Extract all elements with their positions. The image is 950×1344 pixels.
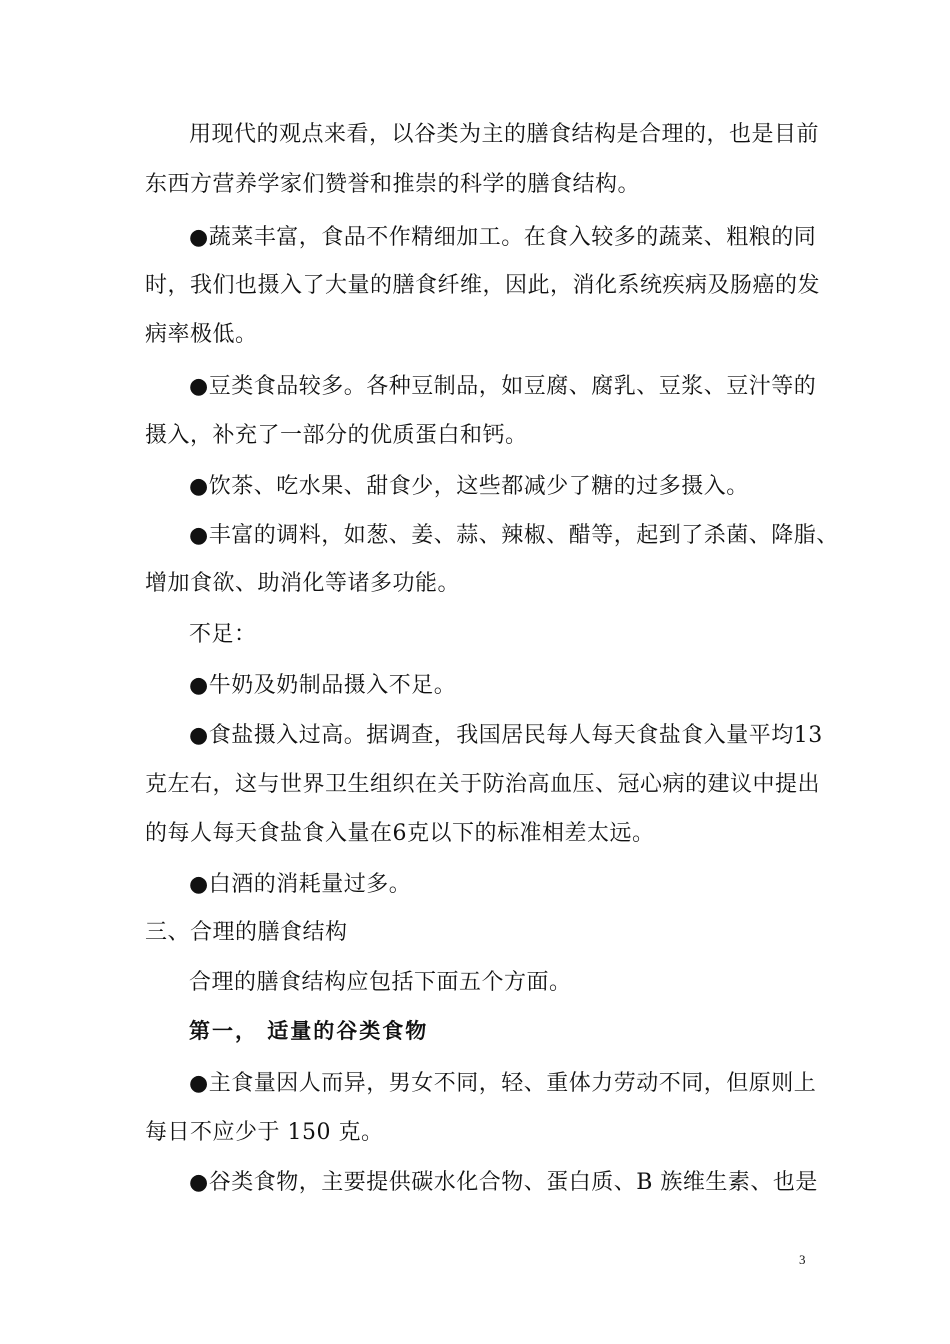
paragraph-line: 用现代的观点来看，以谷类为主的膳食结构是合理的，也是目前: [189, 122, 820, 147]
paragraph-line: 东西方营养学家们赞誉和推崇的科学的膳食结构。: [145, 172, 641, 197]
paragraph-line: 增加食欲、助消化等诸多功能。: [145, 571, 461, 596]
bullet-item-vegetables: ●蔬菜丰富，食品不作精细加工。在食入较多的蔬菜、粗粮的同: [189, 225, 817, 250]
bullet-item-beans: ●豆类食品较多。各种豆制品，如豆腐、腐乳、豆浆、豆汁等的: [189, 374, 817, 399]
paragraph-line: 每日不应少于 150 克。: [145, 1120, 384, 1145]
bullet-item-seasonings: ●丰富的调料，如葱、姜、蒜、辣椒、醋等，起到了杀菌、降脂、: [189, 523, 839, 548]
bullet-item-grains: ●谷类食物，主要提供碳水化合物、蛋白质、B 族维生素、也是: [189, 1170, 818, 1195]
page-number: 3: [799, 1252, 806, 1267]
paragraph-line: 克左右，这与世界卫生组织在关于防治高血压、冠心病的建议中提出: [145, 772, 821, 797]
bullet-item-staple-food: ●主食量因人而异，男女不同，轻、重体力劳动不同，但原则上: [189, 1071, 817, 1096]
paragraph-line: 的每人每天食盐食入量在6克以下的标准相差太远。: [145, 821, 655, 846]
paragraph-line: 时，我们也摄入了大量的膳食纤维，因此，消化系统疾病及肠癌的发: [145, 273, 821, 298]
bullet-item-liquor: ●白酒的消耗量过多。: [189, 872, 412, 897]
bullet-item-milk: ●牛奶及奶制品摄入不足。: [189, 673, 457, 698]
section-label-shortcomings: 不足：: [189, 622, 257, 647]
section-heading: 三、合理的膳食结构: [145, 920, 348, 945]
paragraph-line: 病率极低。: [145, 322, 258, 347]
bullet-item-salt: ●食盐摄入过高。据调查，我国居民每人每天食盐食入量平均13: [189, 723, 823, 748]
subsection-heading: 第一， 适量的谷类食物: [189, 1019, 429, 1043]
bullet-item-tea-fruit: ●饮茶、吃水果、甜食少，这些都减少了糖的过多摄入。: [189, 474, 749, 499]
paragraph-line: 合理的膳食结构应包括下面五个方面。: [189, 970, 572, 995]
paragraph-line: 摄入，补充了一部分的优质蛋白和钙。: [145, 423, 528, 448]
